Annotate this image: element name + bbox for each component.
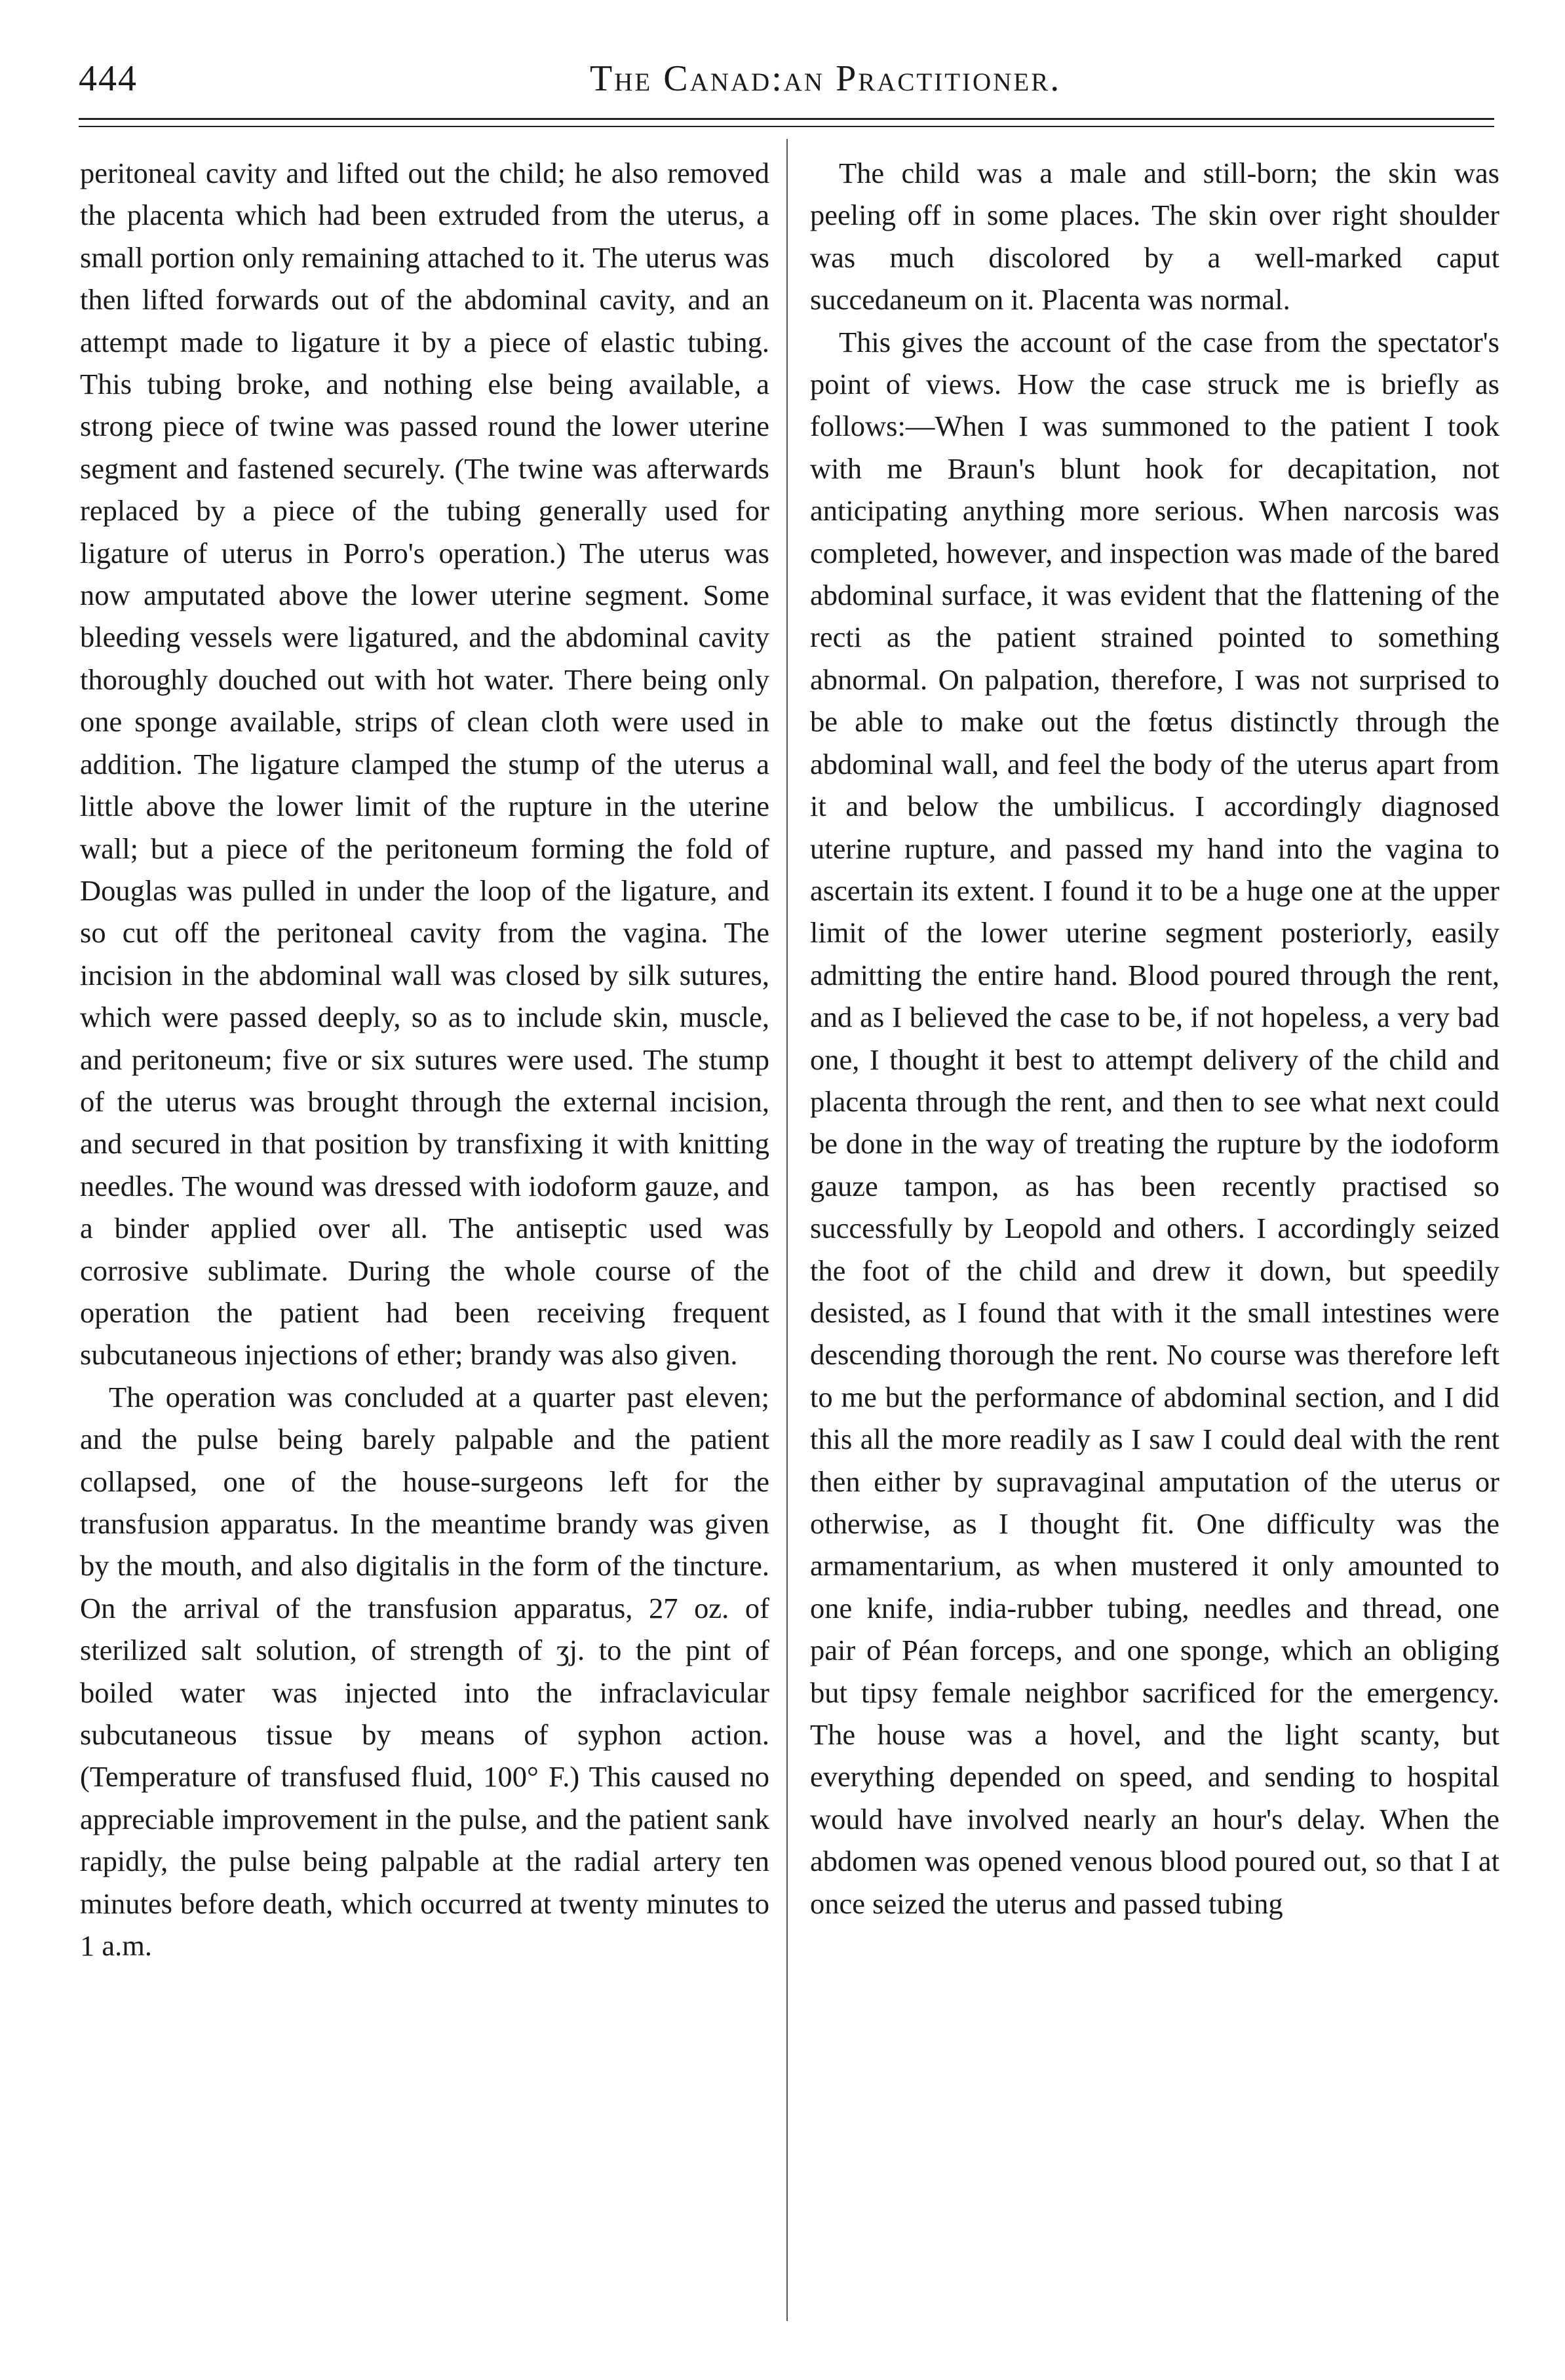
paragraph: The operation was concluded at a quarter past eleven; and the pulse being barely palpable and the patient collapsed, one of the house-surgeons left for the transfusion apparatus. In the meantime brandy was given by the mouth, and also digitalis in the form of the tincture. On the arrival of the transfusion apparatus, 27 oz. of sterilized salt solution, of strength of ʒj. to the pint of boiled water was injected into the infraclavicular subcutaneous tissue by means of syphon action. (Temperature of transfused fluid, 100° F.) This caused no appreciable improvement in the pulse, and the patient sank rapidly, the pulse being palpable at the radial artery ten minutes before death, which occurred at twenty minutes to 1 a.m.	[80, 1380, 769, 1963]
running-head: The Canad:an Practitioner.	[590, 58, 1062, 99]
column-divider	[786, 139, 788, 2321]
paragraph: The child was a male and still-born; the skin was peeling off in some places. The skin over right shoulder was much discolored by a well-marked caput succedaneum on it. Placenta was normal.	[810, 157, 1499, 317]
page-number: 444	[79, 58, 138, 99]
left-column	[80, 152, 769, 1967]
page-header	[79, 58, 1494, 117]
header-rule	[79, 118, 1494, 120]
right-column	[810, 152, 1499, 1925]
paragraph: peritoneal cavity and lifted out the child; he also removed the placenta which had been extruded from the uterus, a small portion only remaining attached to it. The uterus was then lifted forwards out of the abdominal cavity, and an attempt made to ligature it by a piece of elastic tubing. This tubing broke, and nothing else being available, a strong piece of twine was passed round the lower uterine segment and fastened securely. (The twine was afterwards replaced by a piece of the tubing generally used for ligature of uterus in Porro's operation.) The uterus was now amputated above the lower uterine segment. Some bleeding vessels were ligatured, and the abdominal cavity thoroughly douched out with hot water. There being only one sponge available, strips of clean cloth were used in addition. The ligature clamped the stump of the uterus a little above the lower limit of the rupture in the uterine wall; but a piece of the peritoneum forming the fold of Douglas was pulled in under the loop of the ligature, and so cut off the peritoneal cavity from the vagina. The incision in the abdominal wall was closed by silk sutures, which were passed deeply, so as to include skin, muscle, and peritoneum; five or six sutures were used. The stump of the uterus was brought through the external incision, and secured in that position by transfixing it with knitting needles. The wound was dressed with iodoform gauze, and a binder applied over all. The antiseptic used was corrosive sublimate. During the whole course of the operation the patient had been receiving frequent subcutaneous injections of ether; brandy was also given.	[80, 157, 769, 1372]
header-rule-secondary	[79, 126, 1494, 127]
paragraph: This gives the account of the case from the spectator's point of views. How the case struck me is briefly as follows:—When I was summoned to the patient I took with me Braun's blunt hook for decapitation, not anticipating anything more serious. When narcosis was completed, however, and inspection was made of the bared abdominal surface, it was evident that the flattening of the recti as the patient strained pointed to something abnormal. On palpation, therefore, I was not surprised to be able to make out the fœtus distinctly through the abdominal wall, and feel the body of the uterus apart from it and below the umbilicus. I accordingly diagnosed uterine rupture, and passed my hand into the vagina to ascertain its extent. I found it to be a huge one at the upper limit of the lower uterine segment posteriorly, easily admitting the entire hand. Blood poured through the rent, and as I believed the case to be, if not hopeless, a very bad one, I thought it best to attempt delivery of the child and placenta through the rent, and then to see what next could be done in the way of treating the rupture by the iodoform gauze tampon, as has been recently practised so successfully by Leopold and others. I accordingly seized the foot of the child and drew it down, but speedily desisted, as I found that with it the small intestines were descending thorough the rent. No course was therefore left to me but the performance of abdominal section, and I did this all the more readily as I saw I could deal with the rent then either by supravaginal amputation of the uterus or otherwise, as I thought fit. One difficulty was the armamentarium, as when mustered it only amounted to one knife, india-rubber tubing, needles and thread, one pair of Péan forceps, and one sponge, which an obliging but tipsy female neighbor sacrificed for the emergency. The house was a hovel, and the light scanty, but everything depended on speed, and sending to hospital would have involved nearly an hour's delay. When the abdomen was opened venous blood poured out, so that I at once seized the uterus and passed tubing	[810, 325, 1499, 1920]
